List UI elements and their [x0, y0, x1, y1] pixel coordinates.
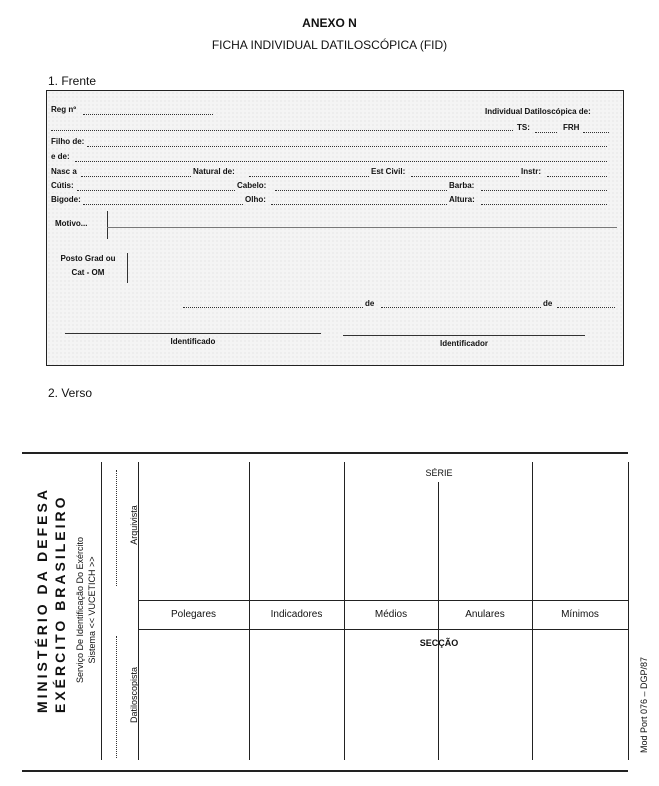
filho-de-label: Filho de: — [51, 137, 85, 146]
bigode-field[interactable] — [83, 204, 243, 205]
posto-label-line1: Posto Grad ou — [60, 254, 116, 263]
motivo-divider — [107, 211, 108, 239]
identificador-signature-line[interactable] — [343, 335, 585, 336]
grid-divider-3 — [438, 482, 439, 760]
form-subtitle: FICHA INDIVIDUAL DATILOSCÓPICA (FID) — [211, 38, 448, 52]
arquivista-label[interactable]: Arquivista — [129, 505, 139, 545]
place-field[interactable] — [183, 307, 363, 308]
exercito-text: EXÉRCITO BRASILEIRO — [52, 494, 68, 713]
finger-anulares: Anulares — [465, 609, 505, 620]
grid-right-border — [628, 462, 629, 760]
motivo-field[interactable] — [107, 227, 617, 228]
barba-label: Barba: — [449, 181, 475, 190]
natural-label: Natural de: — [193, 167, 235, 176]
e-de-field[interactable] — [75, 161, 607, 162]
barba-field[interactable] — [481, 190, 607, 191]
ts-label: TS: — [517, 123, 530, 132]
nasc-field[interactable] — [81, 176, 191, 177]
section-front-label: 1. Frente — [48, 74, 97, 88]
datiloscopista-dots — [116, 636, 117, 758]
month-field[interactable] — [381, 307, 541, 308]
cutis-field[interactable] — [77, 190, 235, 191]
serie-label: SÉRIE — [425, 468, 453, 478]
instr-label: Instr: — [521, 167, 541, 176]
e-de-label: e de: — [51, 152, 70, 161]
reg-field[interactable] — [83, 114, 213, 115]
ts-field[interactable] — [535, 132, 557, 133]
olho-field[interactable] — [271, 204, 447, 205]
print-box-polegares-seccao[interactable] — [139, 631, 248, 759]
individual-label: Individual Datiloscópica de: — [485, 107, 591, 116]
frh-field[interactable] — [583, 132, 609, 133]
identificador-label: Identificador — [439, 339, 488, 348]
finger-minimos: Mínimos — [561, 609, 599, 620]
front-card — [46, 90, 624, 366]
seccao-label: SECÇÃO — [419, 638, 459, 648]
natural-field[interactable] — [249, 176, 369, 177]
mod-port-text: Mod Port 076 – DGP/87 — [639, 656, 649, 754]
servico-text: Serviço De Identificação Do Exército — [75, 536, 85, 684]
verso-top-border — [22, 452, 628, 454]
reg-label: Reg nº — [51, 105, 77, 114]
nasc-label: Nasc a — [51, 167, 77, 176]
altura-label: Altura: — [449, 195, 475, 204]
arquivista-dots — [116, 470, 117, 586]
posto-divider — [127, 253, 128, 283]
est-civil-field[interactable] — [411, 176, 519, 177]
cabelo-label: Cabelo: — [237, 181, 267, 190]
frh-label: FRH — [563, 123, 580, 132]
motivo-label: Motivo... — [55, 219, 88, 228]
olho-label: Olho: — [245, 195, 266, 204]
left-strip-border — [101, 462, 102, 760]
finger-indicadores: Indicadores — [270, 609, 323, 620]
identificado-label: Identificado — [170, 337, 216, 346]
annex-title: ANEXO N — [302, 16, 357, 30]
finger-medios: Médios — [374, 609, 408, 620]
identificado-signature-line[interactable] — [65, 333, 321, 334]
line-field[interactable] — [51, 130, 513, 131]
finger-polegares: Polegares — [170, 609, 217, 620]
est-civil-label: Est Civil: — [371, 167, 406, 176]
instr-field[interactable] — [547, 176, 607, 177]
cutis-label: Cútis: — [51, 181, 74, 190]
ministerio-text: MINISTÉRIO DA DEFESA — [34, 487, 50, 713]
sistema-text: Sistema << VUCETICH >> — [87, 556, 97, 664]
bigode-label: Bigode: — [51, 195, 81, 204]
filho-de-field[interactable] — [87, 146, 607, 147]
date-de-2: de — [543, 299, 553, 308]
cabelo-field[interactable] — [275, 190, 447, 191]
verso-bottom-border — [22, 770, 628, 772]
print-box-polegares-serie[interactable] — [139, 464, 248, 599]
posto-label-line2: Cat - OM — [71, 268, 105, 277]
section-back-label: 2. Verso — [48, 386, 93, 400]
datiloscopista-label[interactable]: Datiloscopista — [129, 666, 139, 724]
altura-field[interactable] — [481, 204, 607, 205]
finger-row-bottom — [138, 629, 629, 630]
finger-row-top — [138, 600, 629, 601]
date-de-1: de — [365, 299, 375, 308]
year-field[interactable] — [557, 307, 615, 308]
